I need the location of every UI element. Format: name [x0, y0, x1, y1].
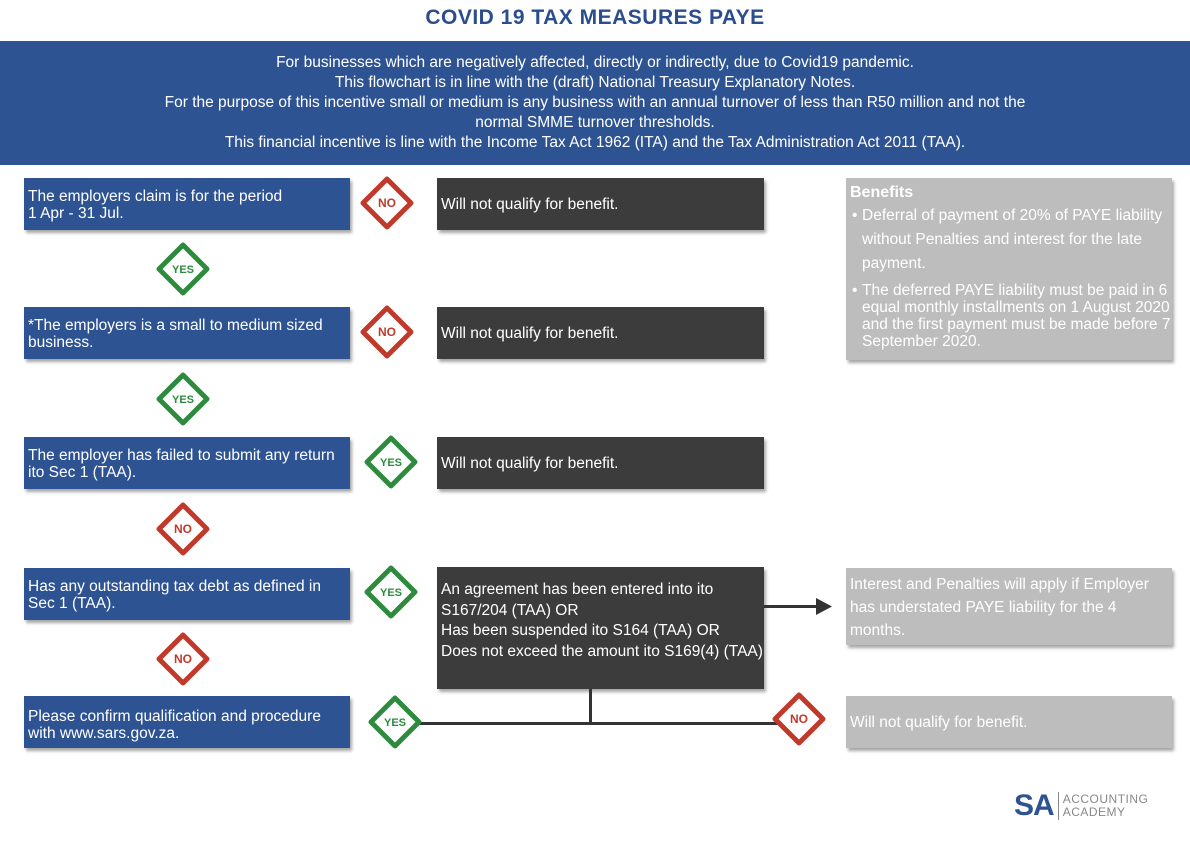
no-badge — [156, 632, 210, 686]
outcome-not-qualify: Will not qualify for benefit. — [437, 307, 764, 359]
logo-line: ACADEMY — [1062, 805, 1126, 819]
outcome-agreement-conditions: An agreement has been entered into ito S167/204 (TAA) OR Has been suspended ito S164 (TAA) OR Does not exceed the amount ito S169(4) (TAA) — [437, 567, 764, 689]
svg-text:NO: NO — [174, 652, 192, 666]
svg-text:NO: NO — [790, 712, 808, 726]
svg-text:NO: NO — [378, 325, 396, 339]
logo-line: ACCOUNTING — [1062, 792, 1149, 806]
step-small-medium-business: *The employers is a small to medium sized business. — [24, 307, 350, 359]
step-claim-period: The employers claim is for the period 1 Apr - 31 Jul. — [24, 178, 350, 230]
svg-text:YES: YES — [383, 717, 407, 729]
step-outstanding-tax-debt: Has any outstanding tax debt as defined in Sec 1 (TAA). — [24, 568, 350, 620]
yes-badge — [156, 372, 210, 426]
no-badge — [360, 305, 414, 359]
svg-text:YES: YES — [379, 587, 403, 599]
outcome-not-qualify: Will not qualify for benefit. — [437, 437, 764, 489]
svg-text:NO: NO — [174, 522, 192, 536]
intro-banner — [0, 41, 1190, 165]
svg-text:YES: YES — [171, 394, 195, 406]
page-title: COVID 19 TAX MEASURES PAYE — [425, 6, 765, 29]
arrow-line — [764, 605, 820, 608]
step-failed-to-submit-return: The employer has failed to submit any return ito Sec 1 (TAA). — [24, 437, 350, 489]
banner-line: For the purpose of this incentive small or medium is any business with an annual turnover of less than R50 million and not the — [164, 94, 1026, 111]
arrow-head-icon — [816, 598, 834, 615]
benefit-item: • The deferred PAYE liability must be paid in 6 equal monthly installments on 1 August 2020 and the first payment must be made before 7 September 2020. — [850, 282, 1172, 350]
no-badge — [156, 502, 210, 556]
yes-badge — [364, 435, 418, 489]
outcome-not-qualify: Will not qualify for benefit. — [846, 696, 1172, 748]
logo-mark: SA — [1014, 789, 1054, 822]
benefit-item: • Deferral of payment of 20% of PAYE liability without Penalties and interest for the late payment. — [850, 204, 1172, 276]
banner-line: For businesses which are negatively affected, directly or indirectly, due to Covid19 pandemic. — [276, 54, 914, 71]
no-badge — [772, 692, 826, 746]
logo-text — [1063, 793, 1149, 819]
yes-badge — [368, 695, 422, 749]
outcome-interest-penalties: Interest and Penalties will apply if Employer has understated PAYE liability for the 4 months. — [846, 568, 1172, 645]
connector-line — [415, 722, 780, 725]
svg-text:YES: YES — [171, 264, 195, 276]
svg-text:YES: YES — [379, 457, 403, 469]
outcome-not-qualify: Will not qualify for benefit. — [437, 178, 764, 230]
yes-badge — [364, 565, 418, 619]
connector-line — [589, 689, 592, 725]
step-confirm-qualification: Please confirm qualification and procedure with www.sars.gov.za. — [24, 696, 350, 748]
sa-accounting-academy-logo — [1014, 790, 1148, 822]
yes-badge — [156, 242, 210, 296]
banner-line: normal SMME turnover thresholds. — [475, 114, 715, 131]
banner-line: This flowchart is in line with the (draft) National Treasury Explanatory Notes. — [334, 74, 856, 91]
banner-line: This financial incentive is line with the Income Tax Act 1962 (ITA) and the Tax Administration Act 2011 (TAA). — [224, 134, 966, 151]
no-badge — [360, 176, 414, 230]
logo-divider — [1058, 792, 1059, 820]
svg-text:NO: NO — [378, 196, 396, 210]
benefits-panel — [846, 178, 1172, 360]
benefits-title: Benefits — [850, 184, 914, 201]
